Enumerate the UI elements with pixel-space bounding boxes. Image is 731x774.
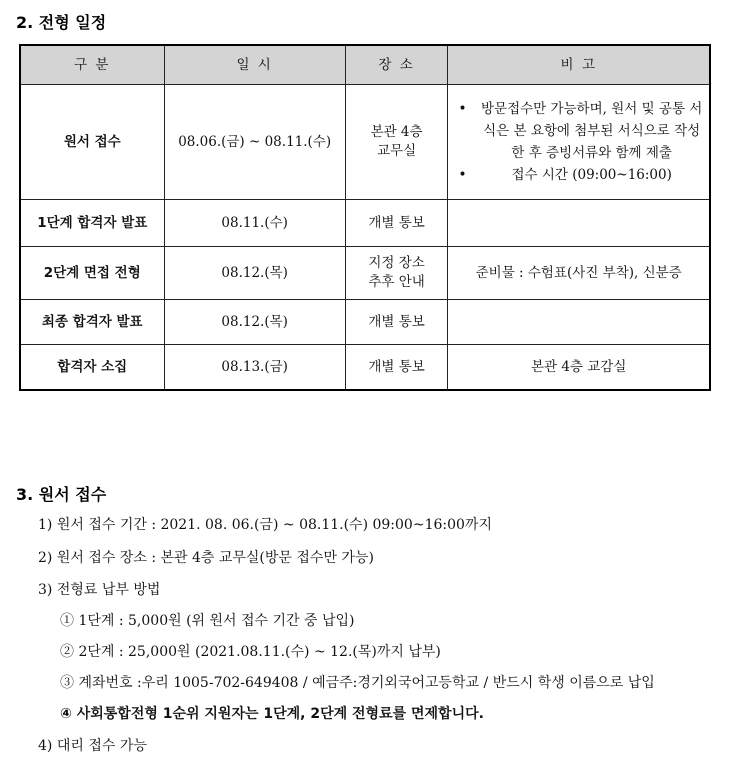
- stage-cell: 1단계 합격자 발표: [20, 200, 164, 247]
- schedule-table: [19, 44, 711, 391]
- proxy-application: 4) 대리 접수 가능: [38, 738, 147, 754]
- remarks-cell: [448, 85, 710, 200]
- place-cell: 개별 통보: [345, 345, 448, 391]
- place-cell: [345, 85, 448, 200]
- place-cell: 개별 통보: [345, 200, 448, 247]
- fee-exemption-notice: ④ 사회통합전형 1순위 지원자는 1단계, 2단계 전형료를 면제합니다.: [60, 706, 484, 722]
- remarks-item: • 접수 시간 (09:00~16:00): [480, 164, 703, 186]
- stage-cell: 합격자 소집: [20, 345, 164, 391]
- remarks-cell: [448, 200, 710, 247]
- application-period: 1) 원서 접수 기간 : 2021. 08. 06.(금) ~ 08.11.(수) 09:00~16:00까지: [38, 517, 492, 533]
- table-row: [20, 300, 710, 345]
- remarks-cell: 준비물 : 수험표(사진 부착), 신분증: [448, 247, 710, 300]
- date-cell: 08.11.(수): [164, 200, 345, 247]
- date-cell: 08.13.(금): [164, 345, 345, 391]
- stage-cell: 최종 합격자 발표: [20, 300, 164, 345]
- application-place: 2) 원서 접수 장소 : 본관 4층 교무실(방문 접수만 가능): [38, 550, 374, 566]
- place-cell: [345, 247, 448, 300]
- section-2-title: 2. 전형 일정: [16, 13, 107, 32]
- remarks-cell: 본관 4층 교감실: [448, 345, 710, 391]
- place-line: 본관 4층: [370, 124, 423, 140]
- table-row: [20, 345, 710, 391]
- place-line: 지정 장소: [368, 255, 425, 271]
- header-remarks: 비 고: [448, 45, 710, 85]
- date-cell: 08.12.(목): [164, 300, 345, 345]
- date-cell: 08.12.(목): [164, 247, 345, 300]
- table-row: [20, 200, 710, 247]
- remarks-cell: [448, 300, 710, 345]
- stage-cell: 2단계 면접 전형: [20, 247, 164, 300]
- place-line: 추후 안내: [368, 274, 425, 290]
- date-cell: 08.06.(금) ~ 08.11.(수): [164, 85, 345, 200]
- table-row: [20, 85, 710, 200]
- bank-account: ③ 계좌번호 :우리 1005-702-649408 / 예금주:경기외국어고등학교 / 반드시 학생 이름으로 납입: [60, 675, 655, 691]
- header-category: 구 분: [20, 45, 164, 85]
- place-line: 교무실: [377, 143, 417, 159]
- header-datetime: 일 시: [164, 45, 345, 85]
- fee-stage-1: ① 1단계 : 5,000원 (위 원서 접수 기간 중 납입): [60, 613, 355, 629]
- section-3-title: 3. 원서 접수: [16, 485, 107, 504]
- remarks-list: [454, 98, 703, 186]
- header-place: 장 소: [345, 45, 448, 85]
- stage-cell: 원서 접수: [20, 85, 164, 200]
- fee-payment-method: 3) 전형료 납부 방법: [38, 582, 161, 598]
- table-row: [20, 247, 710, 300]
- fee-stage-2: ② 2단계 : 25,000원 (2021.08.11.(수) ~ 12.(목)까지 납부): [60, 644, 441, 660]
- table-header-row: [20, 45, 710, 85]
- remarks-item: • 방문접수만 가능하며, 원서 및 공통 서식은 본 요항에 첨부된 서식으로 작성한 후 증빙서류와 함께 제출: [480, 98, 703, 164]
- place-cell: 개별 통보: [345, 300, 448, 345]
